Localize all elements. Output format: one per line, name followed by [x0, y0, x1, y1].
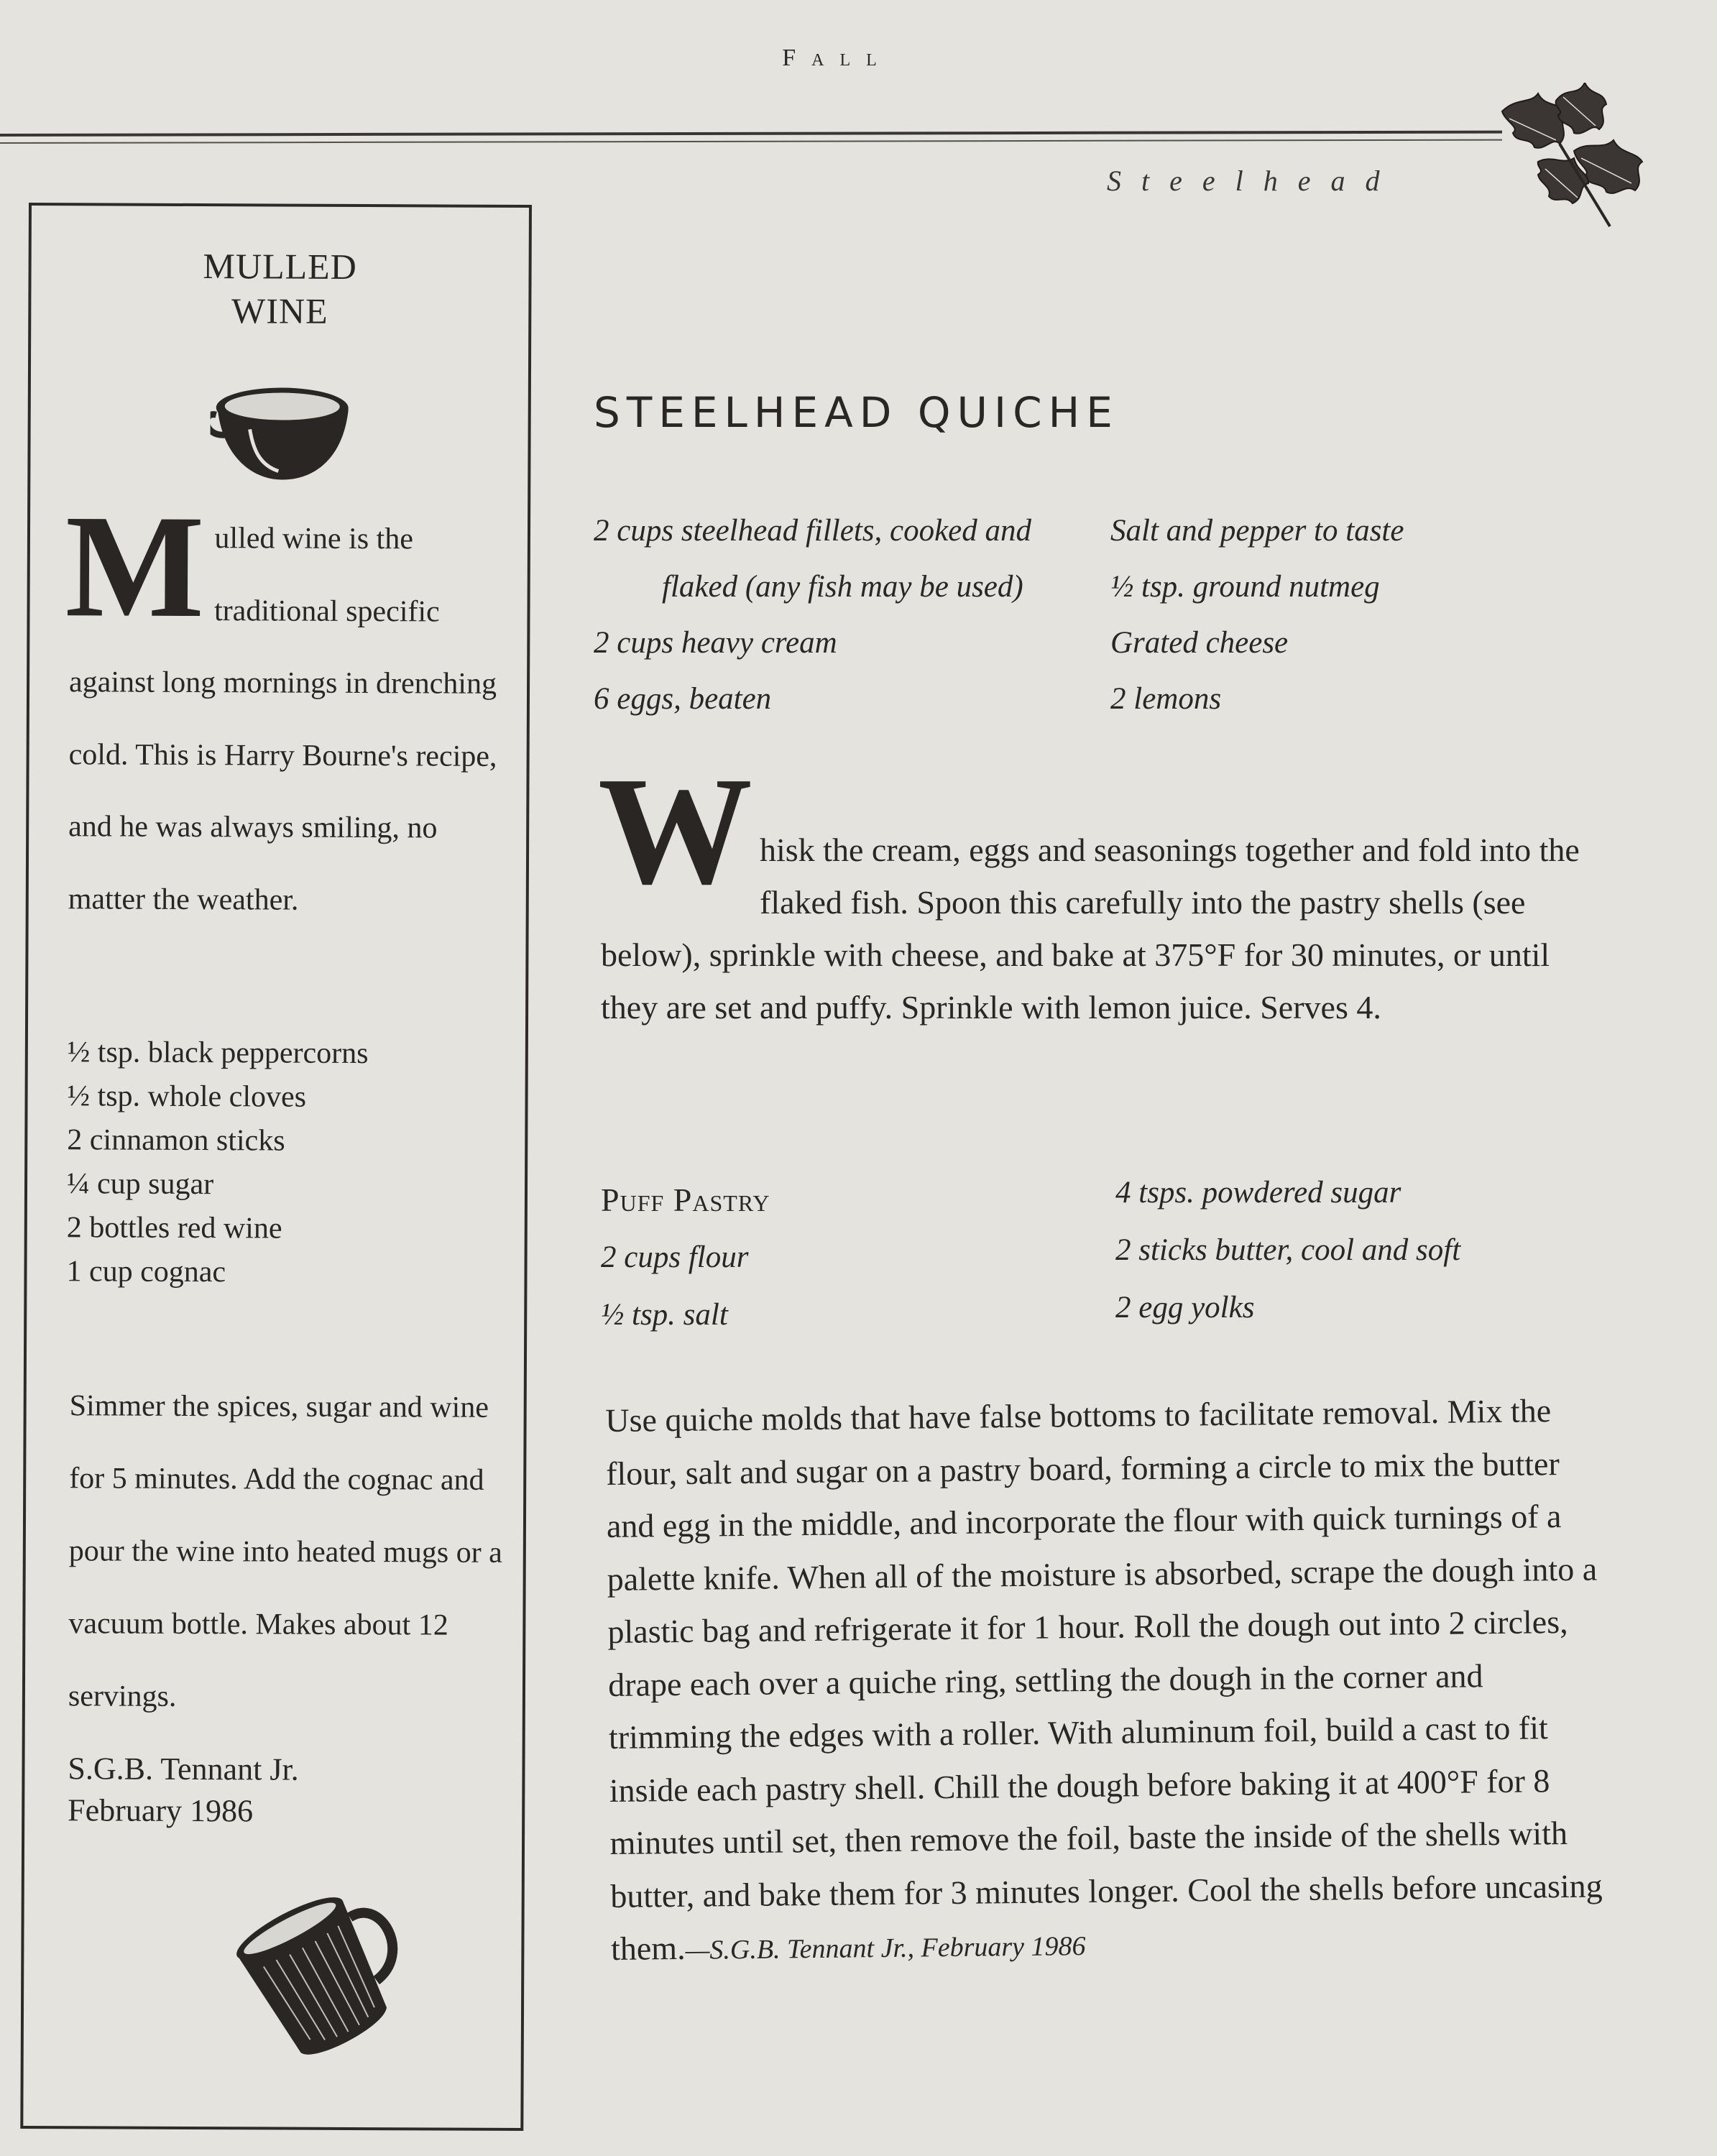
pastry-method-text: Use quiche molds that have false bottoms to facilitate removal. Mix the flour, salt and sugar on a pastry board, forming a circle to mix the butter and egg in the middle, and incorporate the flour with quick turnings of a palette knife. When all of the moisture is absorbed, scrape the dough into a plastic bag and refrigerate it for 1 hour. Roll the dough out into 2 circles, drape each over a quiche ring, settling the dough in the corner and trimming the edges with a roller. With aluminum foil, build a cast to fit inside each pastry shell. Chill the dough before baking it at 400°F for 8 minutes until set, then remove the foil, baste the inside of the shells with butter, and bake them for 3 minutes longer. Cool the shells before uncasing them. [605, 1392, 1603, 1967]
signoff-name: S.G.B. Tennant Jr. [68, 1751, 299, 1787]
list-item: Grated cheese [1110, 626, 1289, 660]
pastry-ingredients-right [1115, 1164, 1460, 1337]
pastry-ingredients-left [601, 1171, 770, 1344]
list-item: 2 sticks butter, cool and soft [1115, 1233, 1461, 1267]
mug-icon [218, 1863, 413, 2065]
list-item: ½ tsp. ground nutmeg [1110, 570, 1380, 604]
list-item: 2 cinnamon sticks [67, 1123, 285, 1158]
running-head: Fall [782, 45, 893, 71]
header-rule [0, 131, 1502, 137]
oak-leaf-icon [1488, 83, 1660, 234]
list-item: 4 tsps. powdered sugar [1115, 1176, 1401, 1210]
list-item: 2 cups steelhead fillets, cooked and [594, 514, 1032, 548]
sidebar-method: Simmer the spices, sugar and wine for 5 minutes. Add the cognac and pour the wine into heated mugs or a vacuum bottle. Makes about 12 servings. [68, 1389, 502, 1713]
sidebar-signoff [68, 1748, 299, 1832]
quiche-method-text: hisk the cream, eggs and seasonings together and fold into the flaked fish. Spoon this carefully into the pastry shells (see below), sprinkle with cheese, and bake at 375°F for 30 minutes, or until they are set and puffy. Sprinkle with lemon juice. Serves 4. [601, 831, 1580, 1026]
sidebar-ingredient-list [66, 1031, 368, 1295]
list-item: 2 cups heavy cream [594, 626, 837, 660]
attribution: —S.G.B. Tennant Jr., February 1986 [685, 1931, 1086, 1966]
sidebar-dropcap: M [65, 484, 205, 649]
sidebar-title-line2: WINE [231, 290, 328, 331]
quiche-dropcap: W [598, 745, 752, 916]
sidebar-intro-text: ulled wine is the traditional specific against long mornings in drenching cold. This is Harry Bourne's recipe, and he was always smiling, no matter the weather. [68, 522, 497, 917]
list-item: 2 cups flour [601, 1240, 749, 1274]
list-item: 1 cup cognac [66, 1255, 226, 1289]
sidebar-intro [65, 484, 509, 937]
section-label: Steelhead [1107, 165, 1400, 197]
list-item: Salt and pepper to taste [1110, 514, 1404, 548]
list-item: ¼ cup sugar [66, 1167, 214, 1202]
list-item: ½ tsp. black peppercorns [67, 1036, 369, 1071]
list-item: 6 eggs, beaten [594, 682, 772, 716]
pastry-heading: Puff Pastry [601, 1181, 770, 1218]
quiche-ingredients-left [594, 503, 1031, 727]
quiche-ingredients-right [1110, 503, 1404, 727]
pastry-method [605, 1383, 1610, 1978]
list-item: 2 egg yolks [1115, 1291, 1255, 1325]
signoff-date: February 1986 [68, 1792, 254, 1829]
list-item: 2 lemons [1110, 682, 1222, 716]
sidebar-title [31, 243, 529, 334]
list-item: 2 bottles red wine [66, 1211, 282, 1245]
list-item: flaked (any fish may be used) [662, 570, 1023, 604]
quiche-method [598, 745, 1593, 1033]
sidebar-title-line1: MULLED [203, 246, 357, 287]
list-item: ½ tsp. whole cloves [67, 1079, 307, 1114]
mulled-wine-sidebar [20, 203, 532, 2131]
cup-icon [210, 379, 362, 487]
list-item: ½ tsp. salt [601, 1298, 728, 1332]
recipe-title: STEELHEAD QUICHE [594, 388, 1119, 437]
header-rule-thin [0, 139, 1502, 144]
